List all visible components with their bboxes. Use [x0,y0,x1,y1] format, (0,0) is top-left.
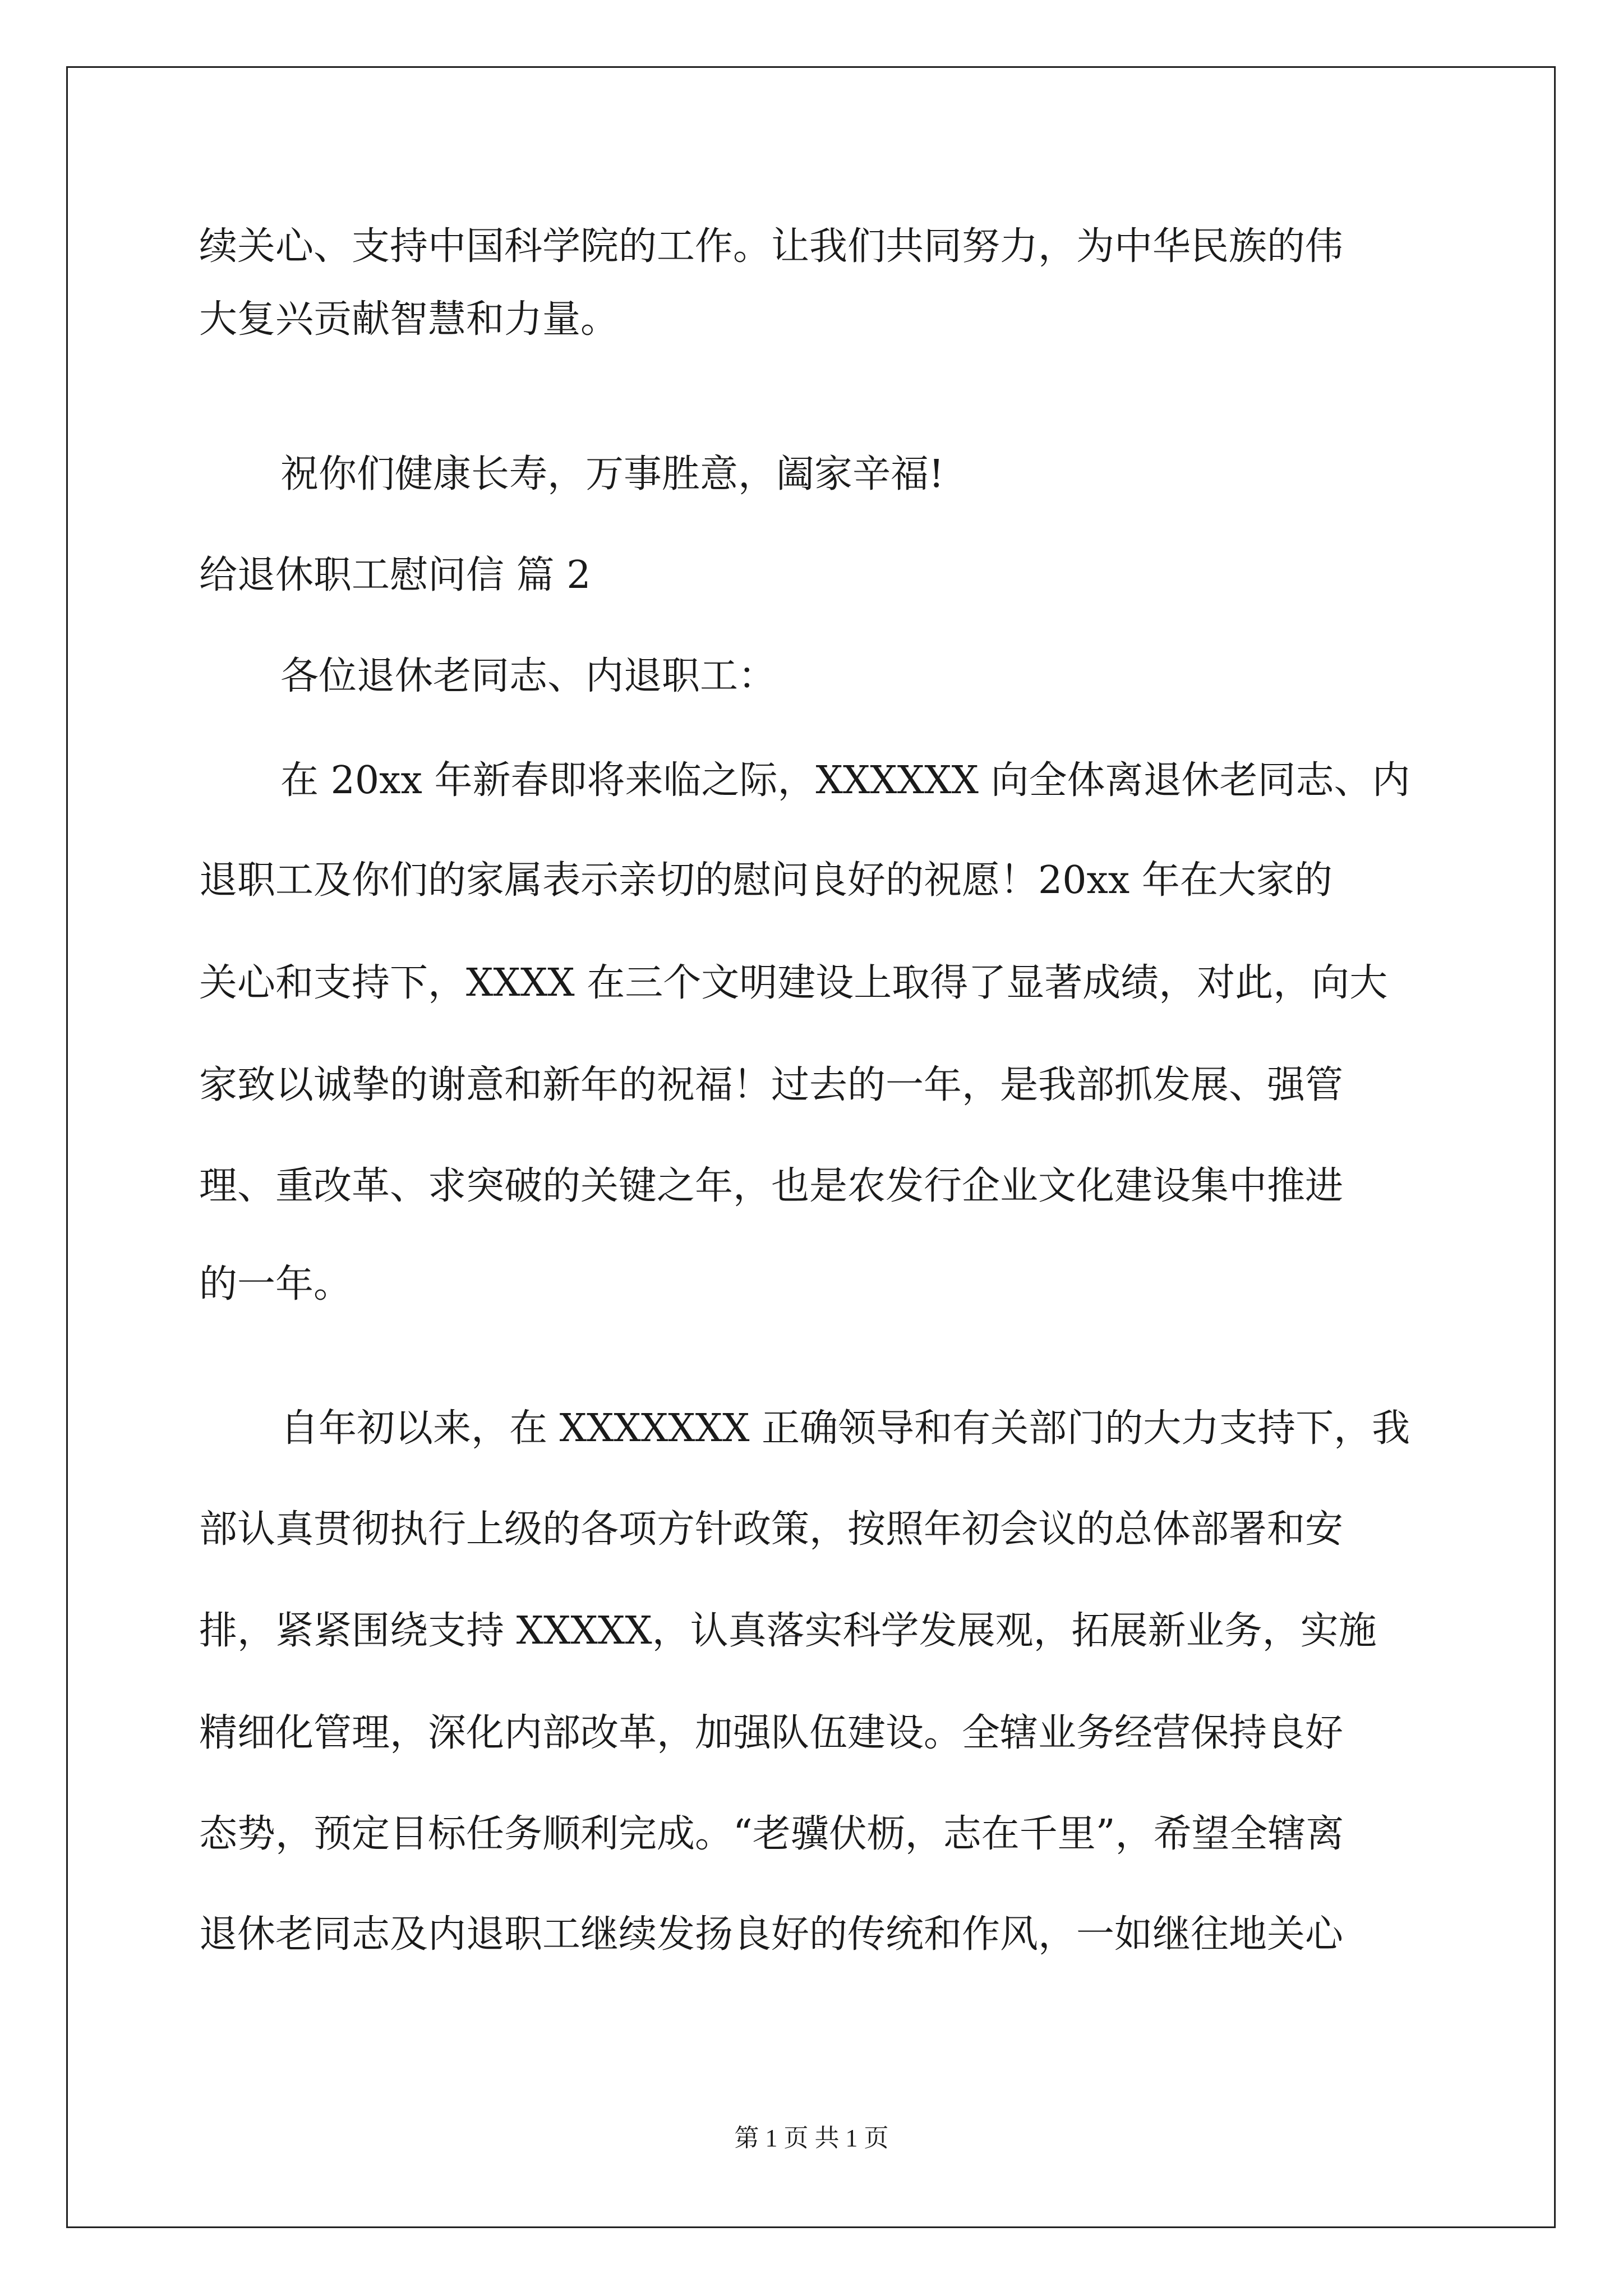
page-footer: 第 1 页 共 1 页 [734,2124,889,2152]
body-text-line: 关心和支持下，XXXX 在三个文明建设上取得了显著成绩，对此，向大 [199,961,1388,1005]
body-text-line: 在 20xx 年新春即将来临之际，XXXXXX 向全体离退休老同志、内 [280,758,1410,803]
body-text-line: 退职工及你们的家属表示亲切的慰问良好的祝愿！20xx 年在大家的 [199,858,1332,903]
salutation: 各位退休老同志、内退职工： [280,654,777,698]
body-text-line: 家致以诚挚的谢意和新年的祝福！过去的一年，是我部抓发展、强管 [199,1063,1344,1107]
section-heading: 给退休职工慰问信 篇 2 [199,553,591,597]
body-text-line: 态势，预定目标任务顺利完成。“老骥伏枥，志在千里”，希望全辖离 [199,1812,1344,1856]
body-text-line: 续关心、支持中国科学院的工作。让我们共同努力，为中华民族的伟 [199,224,1344,269]
closing-wish: 祝你们健康长寿，万事胜意，阖家辛福! [280,452,944,496]
body-text-line: 精细化管理，深化内部改革，加强队伍建设。全辖业务经营保持良好 [199,1711,1344,1755]
body-text-line: 大复兴贡献智慧和力量。 [199,297,619,342]
body-text-line: 理、重改革、求突破的关键之年，也是农发行企业文化建设集中推进 [199,1164,1344,1208]
body-text-line: 自年初以来，在 XXXXXXX 正确领导和有关部门的大力支持下，我 [280,1406,1410,1451]
body-text-line: 排，紧紧围绕支持 XXXXX，认真落实科学发展观，拓展新业务，实施 [199,1609,1377,1653]
body-text-line: 的一年。 [199,1262,352,1306]
body-text-line: 退休老同志及内退职工继续发扬良好的传统和作风，一如继往地关心 [199,1912,1344,1957]
body-text-line: 部认真贯彻执行上级的各项方针政策，按照年初会议的总体部署和安 [199,1507,1344,1552]
page-border [66,66,1556,2228]
